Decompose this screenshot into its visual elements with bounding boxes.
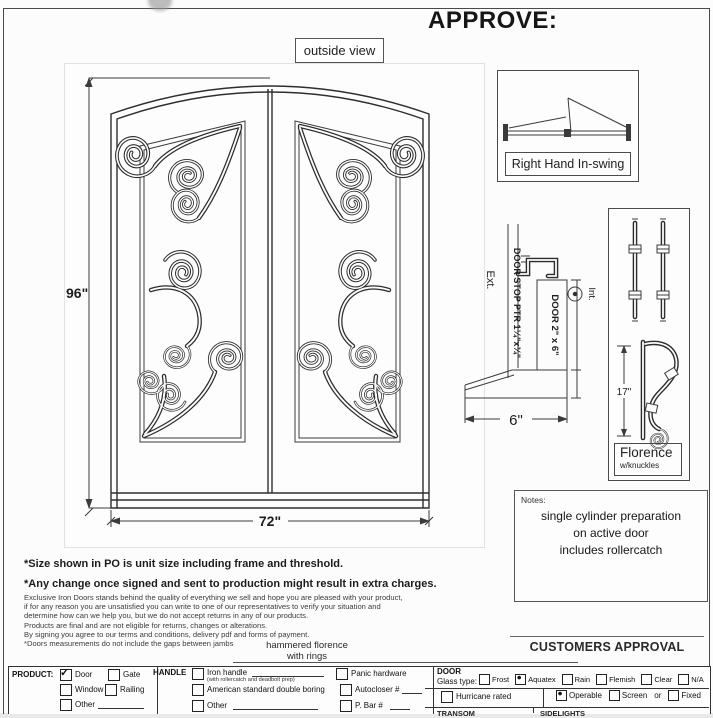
- transom-label: TRANSOM: [437, 709, 475, 718]
- florence-sub-label: w/knuckles: [620, 461, 660, 470]
- checkbox-railing[interactable]: [105, 684, 117, 696]
- cut-row-top-border: [425, 707, 709, 708]
- disclaimer-bold-2: *Any change once signed and sent to production might result in extra charges.: [24, 578, 437, 590]
- fine-print-line: *Doors measurements do not include the gaps between jambs: [24, 639, 234, 649]
- exterior-label: Ext.: [484, 270, 496, 290]
- door-size-label: DOOR 2" x 6": [549, 294, 560, 356]
- checkbox-american-boring[interactable]: [192, 684, 204, 696]
- handle-pair-box: [608, 208, 690, 334]
- outside-view-label-box: [295, 38, 384, 63]
- checkbox-window[interactable]: [60, 684, 72, 696]
- checkbox-hurricane-label: Hurricane rated: [456, 692, 512, 701]
- glass-type-label: Glass type:: [437, 677, 478, 686]
- checkbox-product-other-label: Other: [75, 700, 96, 709]
- checkbox-gate[interactable]: [108, 669, 120, 681]
- notes-box: [514, 490, 708, 602]
- cut-row-divider: [533, 707, 534, 713]
- fine-print-line: determine how can we help you, but we do not accept returns in any of our products.: [24, 611, 309, 621]
- autocloser-blank[interactable]: [402, 686, 422, 694]
- swing-label-box: [505, 152, 631, 176]
- checkbox-door-label: Door: [75, 670, 93, 679]
- glass-option-frost[interactable]: Frost: [479, 674, 509, 685]
- fine-print-line: By signing you agree to our terms and conditions, delivery pdf and forms of payment.: [24, 629, 310, 639]
- signature-line[interactable]: [510, 636, 704, 637]
- height-dim-label: 96": [66, 285, 89, 301]
- disclaimer-bold-1: *Size shown in PO is unit size including frame and threshold.: [24, 558, 344, 570]
- product-other-blank[interactable]: [98, 701, 144, 709]
- door-cell-vdivider: [543, 688, 544, 707]
- handle-height-label: 17": [616, 387, 632, 398]
- annotation-underline: [233, 662, 578, 663]
- operation-options: [556, 690, 701, 701]
- checkbox-handle-other-label: Other: [207, 701, 228, 710]
- glass-type-options: [479, 674, 704, 685]
- swing-label: Right Hand In-swing: [511, 157, 625, 171]
- option-screen[interactable]: Screen: [609, 690, 647, 701]
- door-frame-lines: [111, 86, 429, 508]
- note-line: on active door: [573, 526, 649, 540]
- hinge-pin: [573, 292, 577, 296]
- checkbox-handle-other[interactable]: [192, 700, 204, 712]
- checkbox-panic-hardware[interactable]: [336, 668, 348, 680]
- iron-handle-blank[interactable]: [252, 669, 324, 677]
- notes-title: Notes:: [521, 495, 546, 505]
- door-elevation-svg: [65, 64, 484, 547]
- swing-diagram-box: [497, 70, 639, 182]
- handle-annotation: [232, 641, 382, 662]
- handle-rods: [635, 223, 663, 317]
- checkbox-american-boring-label: American standard double boring: [207, 685, 325, 694]
- checkbox-iron-handle[interactable]: [192, 668, 204, 680]
- door-section-label: DOOR: [437, 667, 461, 676]
- jamb-threshold-detail: [458, 218, 603, 448]
- florence-label-box: [614, 443, 682, 476]
- checkbox-pbar[interactable]: [340, 700, 352, 712]
- outside-view-label: outside view: [303, 43, 376, 58]
- jamb-detail-svg: [458, 218, 603, 448]
- checkbox-hurricane[interactable]: [441, 691, 453, 703]
- checkbox-product-other[interactable]: [60, 699, 72, 711]
- handle-pair-svg: [609, 209, 686, 330]
- handle-section-label: HANDLE: [153, 668, 187, 677]
- checkbox-pbar-label: P. Bar #: [355, 701, 383, 710]
- interior-label: Int.: [586, 287, 597, 301]
- door-stop-label: DOOR STOP PTR 1¼"x¾": [512, 247, 522, 359]
- customers-approval-label: CUSTOMERS APPROVAL: [529, 640, 685, 654]
- note-line: single cylinder preparation: [540, 509, 682, 523]
- glass-option-flemish[interactable]: Flemish: [596, 674, 635, 685]
- handle-other-blank[interactable]: [233, 702, 318, 710]
- iron-handle-note: (with rollercatch and deadbolt prep): [207, 677, 295, 683]
- pbar-blank[interactable]: [390, 702, 410, 710]
- jamb-width-label: 6": [509, 412, 523, 429]
- glass-option-na[interactable]: N/A: [678, 674, 704, 685]
- checkbox-gate-label: Gate: [123, 670, 141, 679]
- width-dim-label: 72": [258, 513, 282, 529]
- checkbox-window-label: Window: [75, 685, 104, 694]
- florence-name: Florence: [620, 445, 673, 460]
- or-label: or: [654, 691, 662, 700]
- annotation-line: with rings: [286, 650, 328, 662]
- checkbox-autocloser-label: Autocloser #: [355, 685, 400, 694]
- florence-scroll-handle: [643, 342, 677, 449]
- door-elevation-drawing: [64, 63, 485, 548]
- checkbox-panic-hardware-label: Panic hardware: [351, 669, 407, 678]
- option-operable[interactable]: ● Operable: [557, 688, 602, 700]
- sidelights-label: SIDELIGHTS: [540, 709, 586, 718]
- jamb-lines: [465, 224, 581, 398]
- height-dimension-lines: [85, 78, 270, 516]
- annotation-line: hammered florence: [266, 640, 348, 651]
- door-cell-divider: [425, 688, 709, 689]
- fine-print-line: Exclusive Iron Doors stands behind the quality of everything we sell and hope you are pleased with your product,: [24, 593, 403, 602]
- swing-plan-svg: [498, 71, 636, 151]
- note-line: includes rollercatch: [559, 543, 663, 557]
- checkbox-door[interactable]: ✓: [60, 669, 72, 681]
- glass-option-rain[interactable]: Rain: [562, 674, 590, 685]
- checkbox-autocloser[interactable]: [340, 684, 352, 696]
- florence-detail-box: [608, 332, 690, 481]
- product-section-label: PRODUCT:: [12, 670, 54, 679]
- option-fixed[interactable]: Fixed: [668, 690, 701, 701]
- fine-print-line: if for any reason you are unsatisfied you can write to one of our representatives to verify your situation and: [24, 602, 381, 612]
- glass-option-clear[interactable]: Clear: [641, 674, 672, 685]
- checkbox-railing-label: Railing: [120, 685, 145, 694]
- checkbox-iron-handle-label: Iron handle: [207, 668, 248, 677]
- approve-heading: APPROVE:: [428, 7, 558, 34]
- glass-option-aquatex[interactable]: ● Aquatex: [516, 672, 556, 684]
- fine-print-line: Products are final and are not eligible for returns, changes or alterations.: [24, 620, 268, 630]
- florence-svg: [609, 332, 686, 442]
